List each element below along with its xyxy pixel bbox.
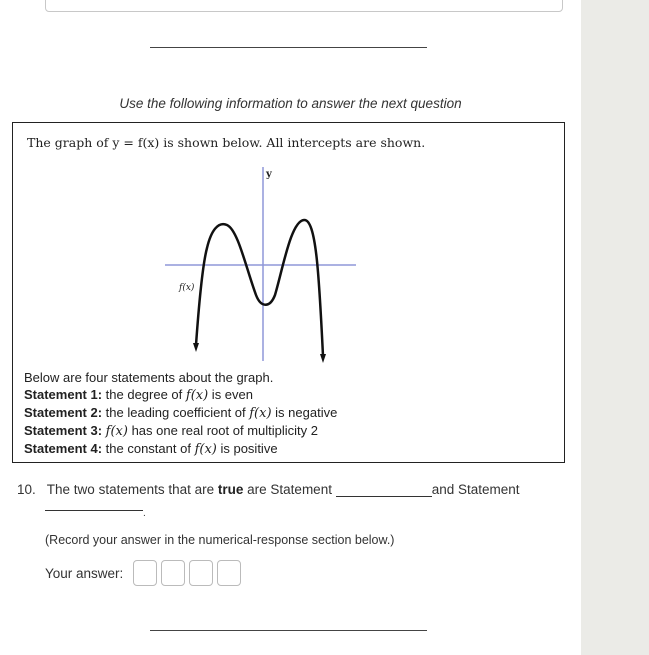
answer-digit-1[interactable]	[133, 560, 157, 586]
statements-intro: Below are four statements about the graph.	[24, 370, 274, 385]
instruction-text: Use the following information to answer the next question	[119, 96, 462, 111]
and-statement-text: and Statement	[431, 482, 520, 497]
question-period: .	[143, 508, 146, 519]
answer-row	[45, 559, 245, 587]
polynomial-graph	[13, 123, 564, 368]
section-divider-bottom	[150, 630, 427, 631]
polynomial-curve	[196, 220, 323, 356]
statement-3: Statement 3: f(x) has one real root of multiplicity 2	[24, 423, 318, 439]
first-statement-blank	[336, 496, 432, 497]
answer-digit-2[interactable]	[161, 560, 185, 586]
right-side-panel	[581, 0, 649, 655]
statement-2: Statement 2: the leading coefficient of f(x) is negative	[24, 405, 338, 421]
question-10: 10. The two statements that are true are Statement and Statement	[17, 482, 520, 497]
answer-label: Your answer:	[45, 565, 124, 581]
section-divider-top	[150, 47, 427, 48]
y-axis-label: y	[266, 169, 272, 180]
left-arrowhead	[193, 343, 199, 352]
answer-digit-3[interactable]	[189, 560, 213, 586]
curve-label: f(x)	[179, 283, 195, 293]
right-arrowhead	[320, 354, 326, 363]
question-info-box	[12, 122, 565, 463]
true-emphasis: true	[217, 482, 244, 497]
graph-caption: The graph of y = f(x) is shown below. All intercepts are shown.	[27, 135, 426, 150]
second-statement-blank	[45, 510, 143, 511]
statement-4: Statement 4: the constant of f(x) is positive	[24, 441, 278, 457]
statements-block	[24, 369, 337, 458]
answer-digit-4[interactable]	[217, 560, 241, 586]
previous-answer-box	[45, 0, 563, 12]
statement-1: Statement 1: the degree of f(x) is even	[24, 387, 253, 403]
question-number: 10.	[17, 482, 36, 497]
record-note: (Record your answer in the numerical-response section below.)	[45, 533, 395, 547]
